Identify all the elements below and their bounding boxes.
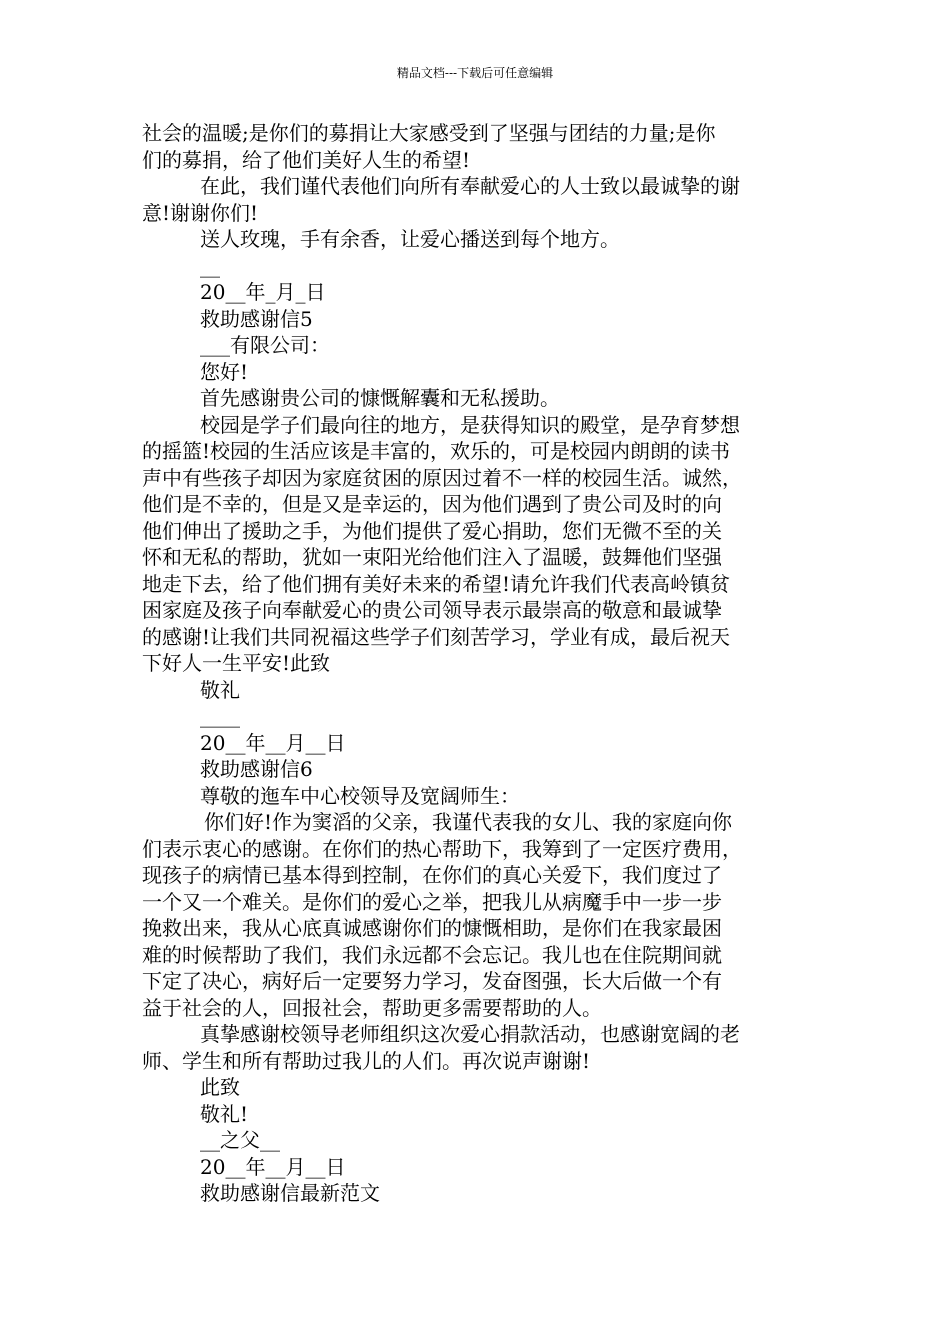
text-line: 此致: [200, 1075, 240, 1099]
text-line: 首先感谢贵公司的慷慨解囊和无私援助。: [200, 386, 560, 410]
page-header: 精品文档---下载后可任意编辑: [396, 66, 554, 80]
text-line: 们表示衷心的感谢。在你们的热心帮助下，我筹到了一定医疗费用，: [142, 836, 742, 861]
text-line: 益于社会的人，回报社会，帮助更多需要帮助的人。: [142, 995, 602, 1020]
text-line: ____: [200, 704, 240, 728]
text-line: 敬礼!: [200, 1101, 249, 1126]
letter-title: 救助感谢信6: [200, 757, 313, 781]
text-line: 声中有些孩子却因为家庭贫困的原因过着不一样的校园生活。诚然，: [142, 465, 742, 490]
text-line: 怀和无私的帮助，犹如一束阳光给他们注入了温暖，鼓舞他们坚强: [142, 545, 722, 569]
text-line: 下定了决心，病好后一定要努力学习，发奋图强，长大后做一个有: [142, 969, 722, 993]
text-line: 困家庭及孩子向奉献爱心的贵公司领导表示最崇高的敬意和最诚挚: [142, 598, 722, 622]
letter-title: 救助感谢信5: [200, 306, 313, 331]
text-line: ___有限公司：: [200, 333, 330, 357]
text-line: 难的时候帮助了我们，我们永远都不会忘记。我儿也在住院期间就: [142, 942, 722, 967]
text-line: 地走下去，给了他们拥有美好未来的希望!请允许我们代表高岭镇贫: [142, 571, 731, 596]
text-line: 下好人一生平安!此致: [142, 651, 331, 675]
text-line: 送人玫瑰，手有余香，让爱心播送到每个地方。: [200, 227, 620, 251]
text-line: 现孩子的病情已基本得到控制，在你们的真心关爱下，我们度过了: [142, 863, 722, 887]
text-line: 他们伸出了援助之手，为他们提供了爱心捐助，您们无微不至的关: [142, 518, 722, 543]
text-line: 20__年__月__日: [200, 1154, 346, 1179]
text-line: 一个又一个难关。是你们的爱心之举，把我儿从病魔手中一步一步: [142, 889, 722, 914]
text-line: 们的募捐，给了他们美好人生的希望!: [142, 147, 471, 172]
document-body: [142, 120, 822, 1207]
letter-title: 救助感谢信最新范文: [200, 1181, 380, 1205]
text-line: 校园是学子们最向往的地方，是获得知识的殿堂，是孕育梦想: [200, 412, 740, 437]
text-line: 在此，我们谨代表他们向所有奉献爱心的人士致以最诚挚的谢: [200, 174, 740, 198]
text-line: 挽救出来，我从心底真诚感谢你们的慷慨相助，是你们在我家最困: [142, 916, 722, 940]
text-line: 意!谢谢你们!: [142, 200, 259, 225]
text-line: 社会的温暖;是你们的募捐让大家感受到了坚强与团结的力量;是你: [142, 121, 716, 145]
text-line: 尊敬的迤车中心校领导及宽阔师生：: [200, 783, 520, 808]
text-line: 你们好!作为窦滔的父亲，我谨代表我的女儿、我的家庭向你: [204, 810, 733, 834]
text-line: 他们是不幸的，但是又是幸运的，因为他们遇到了贵公司及时的向: [142, 492, 722, 516]
text-line: 您好!: [200, 359, 249, 384]
text-line: 师、学生和所有帮助过我儿的人们。再次说声谢谢!: [142, 1048, 591, 1073]
text-line: 20__年_月_日: [200, 280, 326, 304]
text-line: __之父__: [200, 1128, 280, 1152]
text-line: 20__年__月__日: [200, 730, 346, 755]
text-line: 的感谢!让我们共同祝福这些学子们刻苦学习，学业有成，最后祝天: [142, 624, 731, 649]
text-line: __: [200, 253, 220, 278]
text-line: 真挚感谢校领导老师组织这次爱心捐款活动，也感谢宽阔的老: [200, 1022, 740, 1046]
text-line: 的摇篮!校园的生活应该是丰富的，欢乐的，可是校园内朗朗的读书: [142, 439, 731, 463]
text-line: 敬礼: [200, 677, 240, 702]
